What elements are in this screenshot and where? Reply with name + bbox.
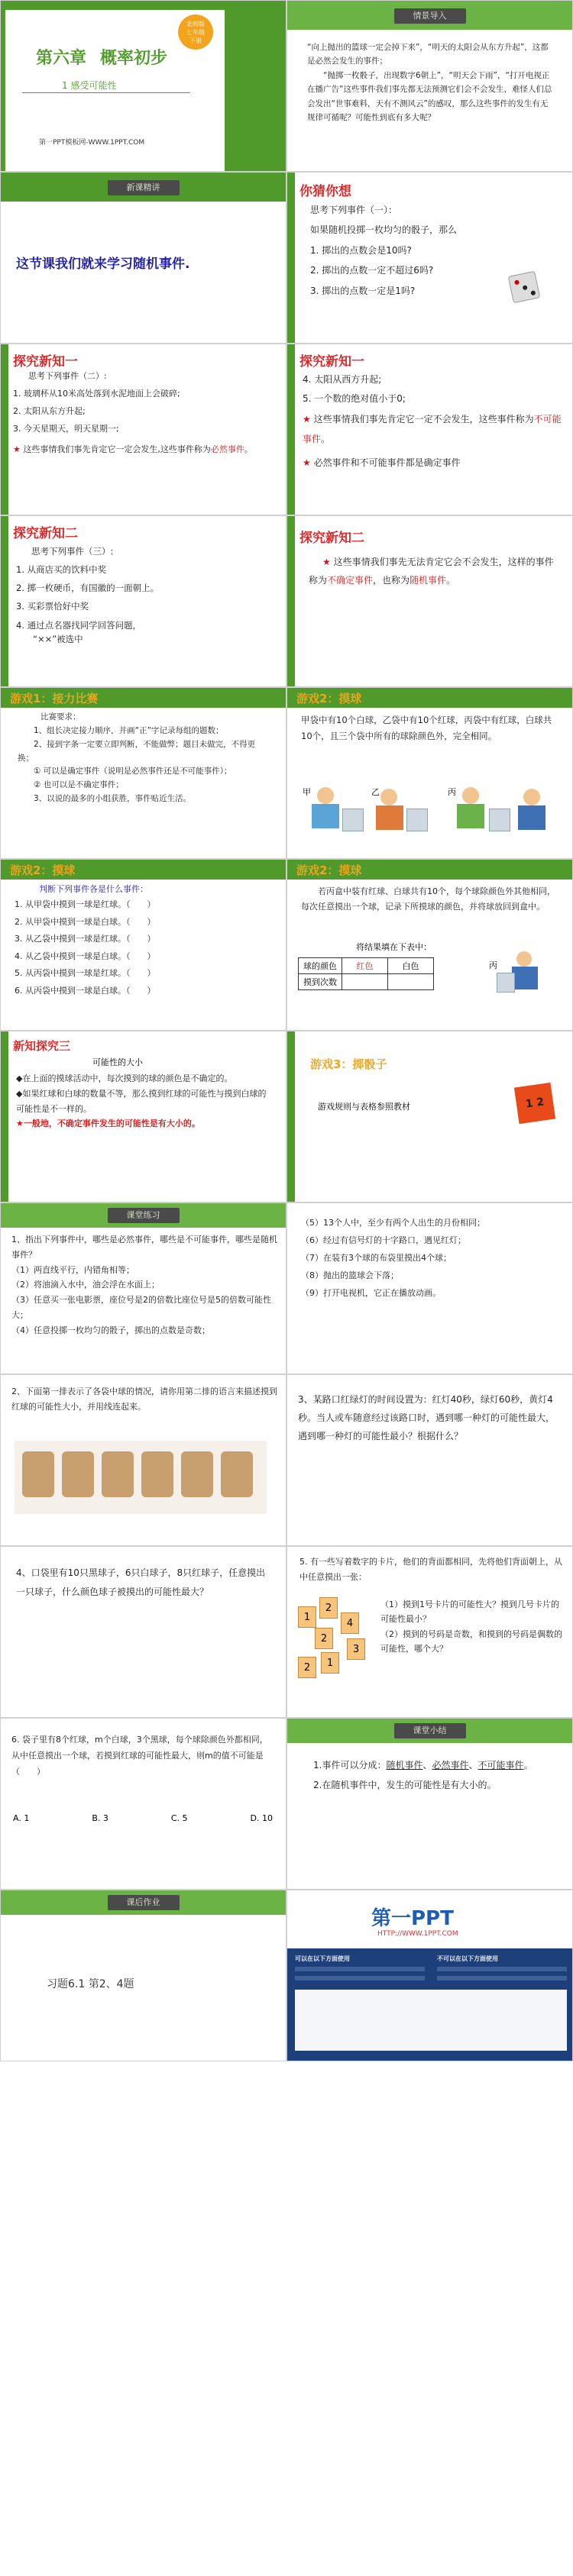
slide-practice-1[interactable] xyxy=(0,1202,286,1374)
event-line-4: 4. 太阳从西方升起; xyxy=(303,374,382,385)
q1-item-8: （8）抛出的篮球会下落； xyxy=(301,1270,399,1281)
slide-practice-3[interactable] xyxy=(286,1374,573,1546)
section-tag: 课堂小结 xyxy=(394,1723,466,1738)
event-line-1: 1. 玻璃杯从10米高处落到水泥地面上会破碎; xyxy=(13,389,180,399)
slide-title-text: 游戏2：摸球 xyxy=(296,692,362,705)
slide-title-text: 探究新知二 xyxy=(299,531,364,546)
number-card: 2 xyxy=(298,1657,316,1678)
slide-practice-2[interactable] xyxy=(0,1374,286,1546)
event3-line-0: 思考下列事件（三）: xyxy=(31,546,114,557)
note-red: 不确定事件 xyxy=(327,575,374,586)
table-cell[interactable] xyxy=(388,974,434,990)
rule-line-5: 3、以说的最多的小组获胜，事件贴近生活。 xyxy=(34,794,192,804)
note-pre: 这些事情我们事先无法肯定它会不会发生，这样的事件称为 xyxy=(309,557,554,586)
note-2: 必然事件和不可能事件都是确定事件 xyxy=(313,457,461,468)
possibility-note: 一般地，不确定事件发生的可能性是有大小的。 xyxy=(23,1119,200,1129)
bag-label-b: 乙 xyxy=(371,787,380,797)
note-pre: 这些事情我们事先肯定它一定不会发生，这些事件称为 xyxy=(313,414,534,425)
note-mid: ，也称为 xyxy=(373,575,410,586)
q5-part-1: （1）摸到1号卡片的可能性大？摸到几号卡片的可能性最小？ xyxy=(380,1600,559,1625)
possibility-line-2: 如果红球和白球的数量不等，那么摸到红球的可能性与摸到白球的可能性是不一样的。 xyxy=(16,1088,267,1114)
judge-line-1: 1. 从甲袋中摸到一球是红球。（ ） xyxy=(15,899,156,909)
option-c[interactable]: C. 5 xyxy=(170,1813,188,1823)
section-tag: 课堂练习 xyxy=(108,1208,180,1223)
table-cell: 红色 xyxy=(342,958,388,974)
number-card: 4 xyxy=(341,1612,359,1634)
q5-part-2: （2）摸到的号码是奇数，和摸到的号码是偶数的可能性，哪个大？ xyxy=(380,1629,562,1654)
number-card: 2 xyxy=(319,1597,338,1619)
brand-url[interactable]: HTTP://WWW.1PPT.COM xyxy=(377,1930,458,1938)
slide-explore-2b[interactable] xyxy=(286,515,573,687)
rule-line-2: 2、接到字条一定要立即判断，不能做弊；题目未做完，不得更换； xyxy=(18,739,256,763)
dice-icon xyxy=(508,271,541,304)
disallowed-title: 不可以在以下方面使用 xyxy=(437,1955,498,1962)
section-tag: 新课精讲 xyxy=(108,180,180,195)
intro-line-2: “抛掷一枚骰子，出现数字6朝上”，“明天会下雨”，“打开电视正在播广告”这些事件我们事先都无法预测它们会不会发生，难怪人们总会发出“世事难料，天有不测风云”的感叹，那么这些事件的发生有无规律可循呢？可能性到底有多大呢？ xyxy=(307,70,552,122)
rule-line-4: ② 也可以是不确定事件； xyxy=(34,780,124,790)
bags-image xyxy=(15,1441,267,1514)
slide-title-text: 游戏2：摸球 xyxy=(10,864,76,877)
judge-line-2: 2. 从甲袋中摸到一球是白球。（ ） xyxy=(15,916,156,927)
q2-text: 2、下面第一排表示了各袋中球的情况，请你用第二排的语言来描述摸到红球的可能性大小，并用线连起来。 xyxy=(11,1386,277,1412)
game-text: 甲袋中有10个白球，乙袋中有10个红球，丙袋中有红球，白球共10个，且三个袋中所有的球除颜色外，完全相同。 xyxy=(301,715,552,741)
game-rule: 游戏规则与表格参照教材 xyxy=(318,1102,410,1112)
subtitle: 可能性的大小 xyxy=(92,1057,143,1067)
q1-item-3: （3）任意买一张电影票，座位号是2的倍数比座位号是5的倍数可能性大； xyxy=(11,1295,271,1320)
separator: 、 xyxy=(468,1760,478,1771)
game-text: 若丙盒中装有红球、白球共有10个，每个球除颜色外其他相同，每次任意摸出一个球，记录下所摸球的颜色，并将球放回到盒中。 xyxy=(301,886,555,912)
slide-homework[interactable] xyxy=(0,1890,286,2061)
result-table xyxy=(298,957,434,990)
summary-certain: 必然事件 xyxy=(432,1760,469,1771)
summary-random: 随机事件 xyxy=(386,1760,423,1771)
diamond-icon: ◆ xyxy=(16,1073,23,1083)
slide-title-text: 探究新知一 xyxy=(299,354,364,370)
slide-practice-6[interactable] xyxy=(0,1718,286,1890)
table-cell[interactable] xyxy=(342,974,388,990)
note-red: 不可能事件 xyxy=(303,414,562,444)
rule-line-1: 1、组长决定接力顺序，并画“正”字记录每组的题数； xyxy=(34,725,224,735)
slide-logo[interactable] xyxy=(286,1890,573,2061)
summary-end: 。 xyxy=(523,1760,533,1771)
person-icon xyxy=(462,787,479,804)
slide-practice-5[interactable] xyxy=(286,1546,573,1718)
q1-item-9: （9）打开电视机，它正在播放动画。 xyxy=(301,1288,441,1299)
star-icon: ★ xyxy=(303,457,314,468)
q6-options xyxy=(13,1813,273,1823)
slide-explore-3[interactable] xyxy=(0,1031,286,1202)
slide-title-text: 你猜你想 xyxy=(299,184,351,199)
bag-label-c: 丙 xyxy=(448,787,456,797)
table-title: 将结果填在下表中： xyxy=(356,942,432,952)
guess-line-2: 如果随机投掷一枚均匀的骰子，那么 xyxy=(310,224,458,236)
q1-item-1: （1）两直线平行，内错角相等； xyxy=(11,1264,134,1275)
allowed-title: 可以在以下方面使用 xyxy=(295,1955,350,1962)
footer-text: 第一PPT模板网-WWW.1PPT.COM xyxy=(39,139,145,147)
person-icon xyxy=(523,789,540,805)
slide-game-2b[interactable] xyxy=(0,859,286,1031)
slide-lesson[interactable] xyxy=(0,172,286,344)
bag-label: 丙 xyxy=(489,960,497,970)
slide-title-text: 探究新知二 xyxy=(13,526,78,541)
cards-group xyxy=(298,1597,374,1689)
chapter-number: 第六章 xyxy=(36,49,87,68)
person-icon xyxy=(516,951,532,967)
q1-item-5: （5）13个人中，至少有两个人出生的月份相同； xyxy=(301,1218,485,1228)
note-post: 。 xyxy=(321,433,331,444)
option-a[interactable]: A. 1 xyxy=(13,1813,30,1823)
person-icon xyxy=(317,787,334,804)
event3-line-2: 2. 掷一枚硬币，有国徽的一面朝上。 xyxy=(16,583,160,594)
event-line-0: 思考下列事件（二）: xyxy=(28,371,107,381)
summary-impossible: 不可能事件 xyxy=(478,1760,524,1771)
q5-text: 5. 有一些写着数字的卡片，他们的背面都相同，先将他们背面朝上，从中任意摸出一张： xyxy=(299,1557,562,1582)
table-cell: 摸到次数 xyxy=(299,974,342,990)
guess-line-3: 1. 掷出的点数会是10吗? xyxy=(310,244,412,256)
guess-line-5: 3. 掷出的点数一定是1吗? xyxy=(310,285,416,296)
judge-line-6: 6. 从丙袋中摸到一球是白球。（ ） xyxy=(15,985,156,996)
guess-line-4: 2. 掷出的点数一定不超过6吗? xyxy=(310,265,434,276)
slide-title-text: 游戏2：摸球 xyxy=(296,864,362,877)
q1-item-7: （7）在装有3个球的布袋里摸出4个球； xyxy=(301,1253,452,1264)
slide-explore-2a[interactable] xyxy=(0,515,286,687)
table-cell: 白色 xyxy=(388,958,434,974)
slide-game-3[interactable] xyxy=(286,1031,573,1202)
star-icon: ★ xyxy=(322,557,334,567)
judge-line-5: 5. 从丙袋中摸到一球是红球。（ ） xyxy=(15,968,156,979)
table-cell: 球的颜色 xyxy=(299,958,342,974)
bags-illustration xyxy=(298,780,562,848)
q4-text: 4、口袋里有10只黑球子，6只白球子，8只红球子，任意摸出一只球子，什么颜色球子被摸出的可能性最大？ xyxy=(16,1567,266,1598)
note-pre: 这些事情我们事先肯定它一定会发生,这些事件称为 xyxy=(23,444,211,455)
diamond-icon: ◆ xyxy=(16,1088,23,1099)
event3-line-4: 4. 通过点名器找同学回答问题， xyxy=(16,619,142,631)
slide-title-text: 游戏3：掷骰子 xyxy=(310,1057,387,1071)
slide-game-2a[interactable] xyxy=(286,687,573,859)
section-tag: 情景导入 xyxy=(394,8,466,24)
number-card: 2 xyxy=(315,1628,333,1649)
slide-title-text: 新知探究三 xyxy=(13,1039,71,1053)
possibility-line-1: 在上面的摸球活动中，每次摸到的球的颜色是不确定的。 xyxy=(22,1073,233,1083)
q6-text: 6. 袋子里有8个红球，m个白球，3个黑球，每个球除颜色外都相同，从中任意摸出一个球，若摸到红球的可能性最大，则m的值不可能是（ ） xyxy=(11,1735,268,1777)
judge-line-3: 3. 从乙袋中摸到一球是红球。（ ） xyxy=(15,934,156,944)
slide-title-text: 游戏1：接力比赛 xyxy=(10,692,99,705)
q1-item-2: （2）将油滴入水中，油会浮在水面上； xyxy=(11,1280,160,1290)
section-tag: 课后作业 xyxy=(108,1895,180,1910)
brand-logo: 第一PPT xyxy=(371,1907,454,1930)
homework-text: 习题6.1 第2、4题 xyxy=(47,1978,134,1990)
summary-line-2: 2.在随机事件中，发生的可能性是有大小的。 xyxy=(313,1780,497,1791)
summary-pre: 1.事件可以分成： xyxy=(313,1760,387,1771)
q1-item-4: （4）任意投掷一枚均匀的骰子，掷出的点数是奇数； xyxy=(11,1325,210,1335)
slide-practice-4[interactable] xyxy=(0,1546,286,1718)
slide-explore-1b[interactable] xyxy=(286,344,573,515)
guess-line-1: 思考下列事件（一）： xyxy=(310,205,398,215)
number-card: 3 xyxy=(347,1638,365,1660)
slide-summary[interactable] xyxy=(286,1718,573,1890)
q3-text: 3、某路口红绿灯的时间设置为：红灯40秒，绿灯60秒，黄灯4秒。当人或车随意经过该路口时，遇到哪一种灯的可能性最大，遇到哪一种灯的可能性最小？根据什么？ xyxy=(298,1394,555,1441)
dice-icon: 1 2 xyxy=(514,1083,555,1124)
q1-item-6: （6）经过有信号灯的十字路口，遇见红灯； xyxy=(301,1235,466,1246)
grade-badge: 北师版 七年级 下册 xyxy=(178,15,213,50)
slide-guess[interactable] xyxy=(286,172,573,344)
event3-line-5: “××”被选中 xyxy=(33,633,83,644)
bag-label-a: 甲 xyxy=(303,787,311,797)
intro-line-1: “向上抛出的篮球一定会掉下来”，“明天的太阳会从东方升起”，这都是必然会发生的事件； xyxy=(307,43,549,66)
slide-game-1[interactable] xyxy=(0,687,286,859)
option-d[interactable]: D. 10 xyxy=(250,1813,273,1823)
person-icon xyxy=(380,789,397,805)
number-card: 1 xyxy=(321,1652,339,1674)
note-red: 必然事件 xyxy=(210,444,244,455)
slide-game-2c[interactable] xyxy=(286,859,573,1031)
slide-practice-1b[interactable] xyxy=(286,1202,573,1374)
section-title: 1 感受可能性 xyxy=(62,80,117,91)
star-icon: ★ xyxy=(303,414,314,425)
event3-line-3: 3. 买彩票恰好中奖 xyxy=(16,601,89,612)
event3-line-1: 1. 从商店买的饮料中奖 xyxy=(16,564,107,576)
note-post: 。 xyxy=(446,575,456,586)
slide-title-text: 探究新知一 xyxy=(13,354,78,370)
slide-explore-1a[interactable] xyxy=(0,344,286,515)
judge-line-4: 4. 从乙袋中摸到一球是白球。（ ） xyxy=(15,951,156,961)
lesson-text: 这节课我们就来学习随机事件. xyxy=(16,257,190,272)
option-b[interactable]: B. 3 xyxy=(92,1813,108,1823)
note-post: 。 xyxy=(244,444,253,455)
rule-line-3: ① 可以是确定事件（说明是必然事件还是不可能事件）； xyxy=(34,767,232,776)
slide-title[interactable] xyxy=(0,0,286,172)
star-icon: ★ xyxy=(13,444,24,455)
chapter-title: 概率初步 xyxy=(100,49,168,68)
decor-block xyxy=(225,1,286,172)
event-line-3: 3. 今天星期天，明天星期一; xyxy=(13,424,119,434)
event-line-5: 5. 一个数的绝对值小于0; xyxy=(303,393,406,405)
separator: 、 xyxy=(422,1760,432,1771)
note-red-2: 随机事件 xyxy=(410,575,447,586)
star-icon: ★ xyxy=(16,1119,24,1129)
judge-subtitle: 判断下列事件各是什么事件： xyxy=(39,884,148,894)
q1-intro: 1、指出下列事件中，哪些是必然事件，哪些是不可能事件，哪些是随机事件？ xyxy=(11,1235,277,1260)
number-card: 1 xyxy=(298,1606,316,1628)
event-line-2: 2. 太阳从东方升起; xyxy=(13,406,86,417)
slide-intro[interactable] xyxy=(286,0,573,172)
rule-line-0: 比赛要求： xyxy=(40,712,81,721)
